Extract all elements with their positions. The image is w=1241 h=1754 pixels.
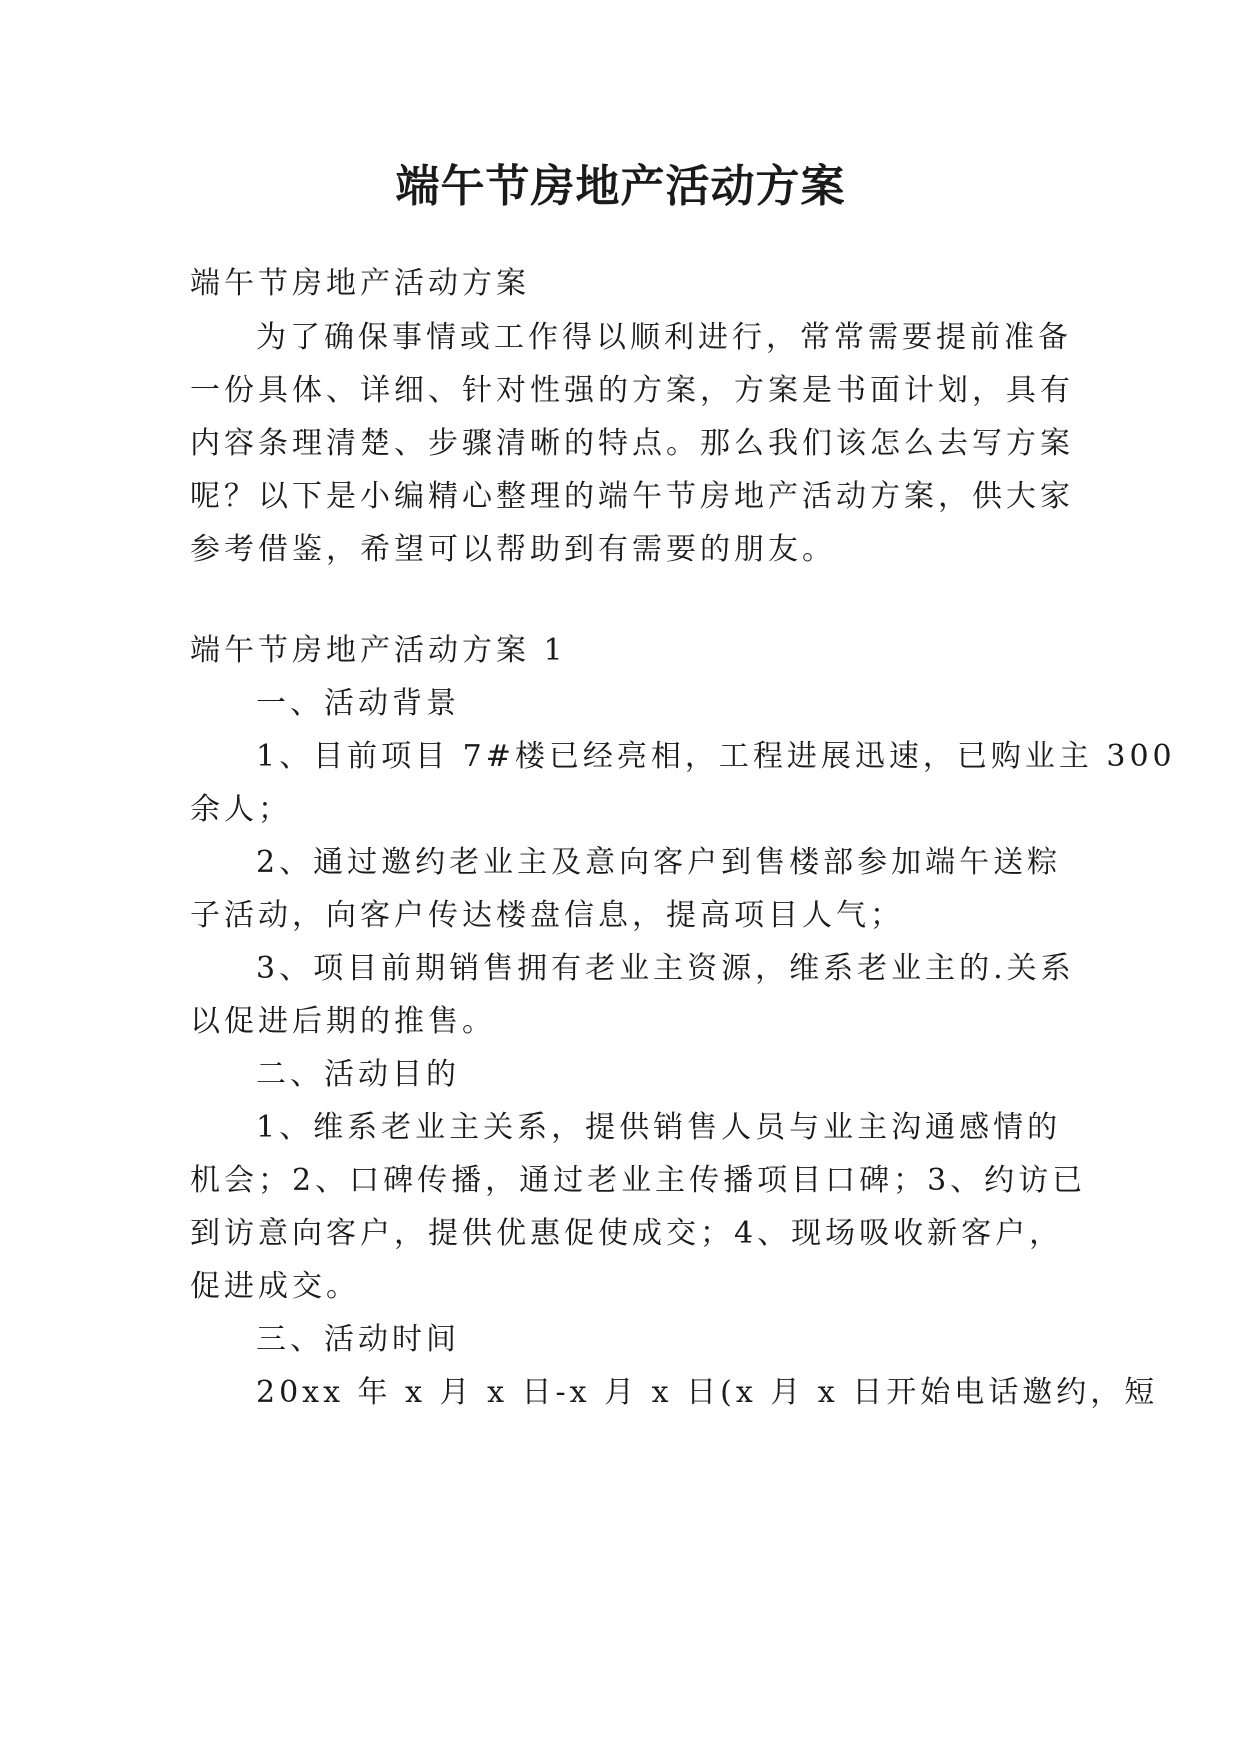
paragraph-line: 余人； <box>190 792 292 827</box>
paragraph-line: 到访意向客户，提供优惠促使成交；4、现场吸收新客户， <box>190 1216 1064 1251</box>
paragraph-line: 2、通过邀约老业主及意向客户到售楼部参加端午送粽 <box>256 845 1062 880</box>
paragraph-line: 一份具体、详细、针对性强的方案，方案是书面计划，具有 <box>190 373 1074 408</box>
paragraph-line: 20xx 年 x 月 x 日-x 月 x 日(x 月 x 日开始电话邀约，短 <box>256 1375 1159 1410</box>
paragraph-line: 内容条理清楚、步骤清晰的特点。那么我们该怎么去写方案 <box>190 426 1074 461</box>
section-heading: 端午节房地产活动方案 1 <box>190 633 567 668</box>
subtitle-line: 端午节房地产活动方案 <box>190 266 530 301</box>
paragraph-line: 1、目前项目 7#楼已经亮相，工程进展迅速，已购业主 300 <box>256 739 1176 774</box>
document-title: 端午节房地产活动方案 <box>395 161 846 212</box>
paragraph-line: 子活动，向客户传达楼盘信息，提高项目人气； <box>190 898 904 933</box>
paragraph-line: 以促进后期的推售。 <box>190 1004 496 1039</box>
subsection-heading: 二、活动目的 <box>256 1057 460 1092</box>
paragraph-line: 3、项目前期销售拥有老业主资源，维系老业主的.关系 <box>256 951 1075 986</box>
paragraph-line: 促进成交。 <box>190 1269 360 1304</box>
paragraph-line: 1、维系老业主关系，提供销售人员与业主沟通感情的 <box>256 1110 1062 1145</box>
subsection-heading: 一、活动背景 <box>256 686 460 721</box>
paragraph-line: 机会；2、口碑传播，通过老业主传播项目口碑；3、约访已 <box>190 1163 1087 1198</box>
subsection-heading: 三、活动时间 <box>256 1322 460 1357</box>
paragraph-line: 为了确保事情或工作得以顺利进行，常常需要提前准备 <box>256 320 1072 355</box>
paragraph-line: 参考借鉴，希望可以帮助到有需要的朋友。 <box>190 532 836 567</box>
paragraph-line: 呢？以下是小编精心整理的端午节房地产活动方案，供大家 <box>190 479 1074 514</box>
